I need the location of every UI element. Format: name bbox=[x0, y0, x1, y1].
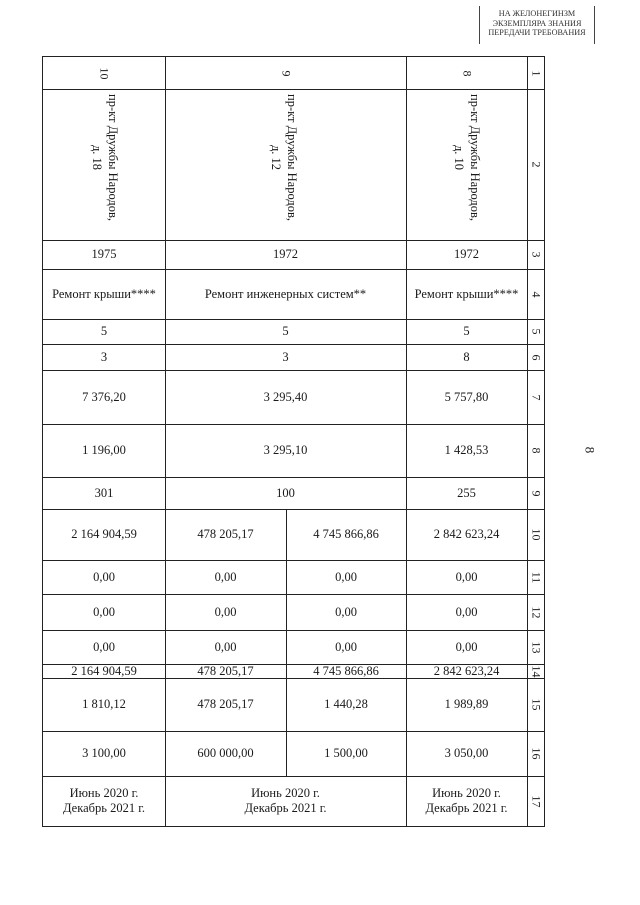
house-9-r16a: 1 500,00 bbox=[286, 731, 407, 777]
house-8-floors: 5 bbox=[406, 319, 528, 345]
house-9-address-line2: д. 12 bbox=[269, 144, 283, 171]
house-9-area-roof: 3 295,10 bbox=[165, 424, 407, 478]
house-8-r12: 0,00 bbox=[406, 594, 528, 631]
stamp bbox=[479, 6, 595, 44]
house-10-work: Ремонт крыши**** bbox=[43, 269, 166, 320]
house-8-address-cell bbox=[406, 89, 528, 241]
row-number-13: 13 bbox=[527, 630, 545, 665]
stamp-line: ПЕРЕДАЧИ ТРЕБОВАНИЯ bbox=[488, 28, 586, 37]
house-8-period-start: Июнь 2020 г. bbox=[432, 786, 501, 800]
row-number-12: 12 bbox=[527, 594, 545, 631]
house-10-entrances: 3 bbox=[43, 344, 166, 371]
house-10-year: 1975 bbox=[43, 240, 166, 270]
house-8-entrances: 8 bbox=[406, 344, 528, 371]
house-9-work: Ремонт инженерных систем** bbox=[165, 269, 407, 320]
house-9-number-cell bbox=[165, 57, 407, 90]
house-9-residents: 100 bbox=[165, 477, 407, 510]
row-number-11: 11 bbox=[527, 560, 545, 595]
house-10-number-cell bbox=[43, 57, 166, 90]
house-8-r14: 2 842 623,24 bbox=[406, 664, 528, 679]
row-number-17: 17 bbox=[527, 776, 545, 827]
house-8-address-line1: пр-кт Дружбы Народов, bbox=[468, 94, 482, 222]
house-8-r13: 0,00 bbox=[406, 630, 528, 665]
house-10-r15: 1 810,12 bbox=[43, 678, 166, 732]
house-10-address-cell bbox=[43, 89, 166, 241]
house-9-floors: 5 bbox=[165, 319, 407, 345]
house-8-work: Ремонт крыши**** bbox=[406, 269, 528, 320]
row-number-2: 2 bbox=[527, 89, 545, 241]
row-number-7: 7 bbox=[527, 370, 545, 425]
house-10-r11: 0,00 bbox=[43, 560, 166, 595]
house-10-period-start: Июнь 2020 г. bbox=[69, 786, 139, 800]
house-9-cost-b: 478 205,17 bbox=[165, 509, 287, 561]
house-9-area-total: 3 295,40 bbox=[165, 370, 407, 425]
house-10-r14: 2 164 904,59 bbox=[43, 664, 166, 679]
house-10-r16: 3 100,00 bbox=[43, 731, 166, 777]
row-number-1: 1 bbox=[527, 57, 545, 90]
row-number-6: 6 bbox=[527, 344, 545, 371]
house-9-r16b: 600 000,00 bbox=[165, 731, 287, 777]
house-10-r13: 0,00 bbox=[43, 630, 166, 665]
house-10-period bbox=[43, 776, 166, 827]
house-8-residents: 255 bbox=[406, 477, 528, 510]
house-9-r13b: 0,00 bbox=[165, 630, 287, 665]
house-9-r14b: 478 205,17 bbox=[165, 664, 287, 679]
house-8-address-line2: д. 10 bbox=[452, 144, 466, 171]
row-number-4: 4 bbox=[527, 269, 545, 320]
house-10-r12: 0,00 bbox=[43, 594, 166, 631]
house-10-area-total: 7 376,20 bbox=[43, 370, 166, 425]
house-8-r15: 1 989,89 bbox=[406, 678, 528, 732]
house-8-period-end: Декабрь 2021 г. bbox=[425, 801, 508, 815]
house-10-address-line1: пр-кт Дружбы Народов, bbox=[106, 94, 120, 222]
stamp-line: НА ЖЕЛОНЕГИНЗМ bbox=[498, 9, 576, 18]
house-10-period-end: Декабрь 2021 г. bbox=[62, 801, 146, 815]
house-8-area-total: 5 757,80 bbox=[406, 370, 528, 425]
house-10-floors: 5 bbox=[43, 319, 166, 345]
house-9-period-start: Июнь 2020 г. bbox=[251, 786, 320, 800]
row-number-14: 14 bbox=[529, 665, 543, 677]
house-8-cost: 2 842 623,24 bbox=[406, 509, 528, 561]
house-9-period bbox=[165, 776, 407, 827]
house-9-r14a: 4 745 866,86 bbox=[286, 664, 407, 679]
house-10-number: 10 bbox=[97, 67, 112, 79]
house-9-address-cell bbox=[165, 89, 407, 241]
row-number-5: 5 bbox=[527, 319, 545, 345]
row-number-15: 15 bbox=[527, 678, 545, 732]
house-8-number: 8 bbox=[460, 70, 474, 76]
house-9-period-end: Декабрь 2021 г. bbox=[244, 801, 327, 815]
house-9-r11a: 0,00 bbox=[286, 560, 407, 595]
house-8-area-roof: 1 428,53 bbox=[406, 424, 528, 478]
house-9-r12b: 0,00 bbox=[165, 594, 287, 631]
house-9-r12a: 0,00 bbox=[286, 594, 407, 631]
house-8-r11: 0,00 bbox=[406, 560, 528, 595]
row-number-3: 3 bbox=[527, 240, 545, 270]
house-9-r11b: 0,00 bbox=[165, 560, 287, 595]
row-number-10: 10 bbox=[527, 509, 545, 561]
house-9-r13a: 0,00 bbox=[286, 630, 407, 665]
data-table bbox=[42, 56, 545, 827]
house-10-cost: 2 164 904,59 bbox=[43, 509, 166, 561]
house-10-area-roof: 1 196,00 bbox=[43, 424, 166, 478]
house-9-r15a: 1 440,28 bbox=[286, 678, 407, 732]
house-8-number-cell bbox=[406, 57, 528, 90]
house-9-year: 1972 bbox=[165, 240, 407, 270]
house-9-entrances: 3 bbox=[165, 344, 407, 371]
house-10-address-line2: д. 18 bbox=[90, 144, 104, 171]
house-9-number: 9 bbox=[279, 70, 293, 76]
house-8-r16: 3 050,00 bbox=[406, 731, 528, 777]
row-number-8: 8 bbox=[527, 424, 545, 478]
row-number-16: 16 bbox=[527, 731, 545, 777]
house-9-cost-a: 4 745 866,86 bbox=[286, 509, 407, 561]
house-9-address-line1: пр-кт Дружбы Народов, bbox=[285, 94, 299, 222]
row-number-9: 9 bbox=[527, 477, 545, 510]
house-9-r15b: 478 205,17 bbox=[165, 678, 287, 732]
stamp-line: ЭКЗЕМПЛЯРА ЗНАНИЯ bbox=[492, 18, 582, 28]
house-8-year: 1972 bbox=[406, 240, 528, 270]
page-number: 8 bbox=[582, 446, 598, 454]
house-8-period bbox=[406, 776, 528, 827]
house-10-residents: 301 bbox=[43, 477, 166, 510]
